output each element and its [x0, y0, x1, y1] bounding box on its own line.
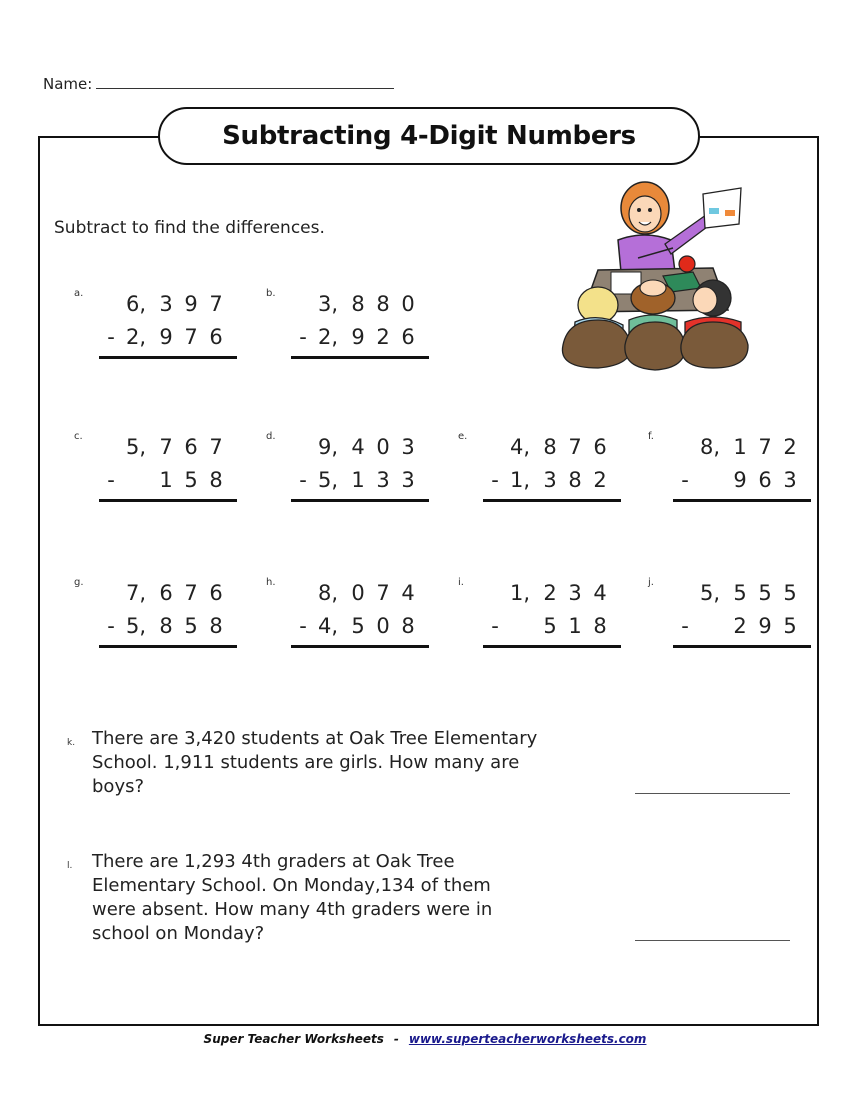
- problem-i: [458, 577, 608, 647]
- minuend: 6, 3 9 7: [126, 292, 223, 316]
- answer-line-l: [635, 940, 790, 941]
- problem-label: f.: [648, 431, 654, 442]
- footer-separator: -: [393, 1032, 399, 1046]
- problem-label: e.: [458, 431, 468, 442]
- problem-label: i.: [458, 577, 464, 588]
- subtrahend: - 9 6 3: [681, 468, 797, 492]
- answer-rule: [483, 499, 621, 502]
- name-field: [43, 75, 394, 93]
- title-banner: [158, 107, 700, 165]
- minuend: 1, 2 3 4: [510, 581, 607, 605]
- minuend: 9, 4 0 3: [318, 435, 415, 459]
- problem-a: [74, 288, 224, 358]
- minuend: 3, 8 8 0: [318, 292, 415, 316]
- subtrahend: - 1 5 8: [107, 468, 223, 492]
- minuend: 5, 7 6 7: [126, 435, 223, 459]
- problem-label: j.: [648, 577, 654, 588]
- answer-rule: [673, 499, 811, 502]
- problem-label: g.: [74, 577, 84, 588]
- word-problem-text: There are 3,420 students at Oak Tree Elementary School. 1,911 students are girls. How many are boys?: [92, 728, 538, 797]
- problem-label: h.: [266, 577, 276, 588]
- problem-label: b.: [266, 288, 276, 299]
- subtrahend: - 5, 8 5 8: [107, 614, 223, 638]
- answer-line-k: [635, 793, 790, 794]
- answer-rule: [99, 499, 237, 502]
- problem-label: d.: [266, 431, 276, 442]
- subtrahend: - 5 1 8: [491, 614, 607, 638]
- word-problem-label: l.: [67, 861, 73, 871]
- answer-rule: [673, 645, 811, 648]
- problem-f: [648, 431, 798, 501]
- page-title: Subtracting 4-Digit Numbers: [222, 121, 636, 151]
- name-label: Name:: [43, 75, 93, 93]
- footer-brand: Super Teacher Worksheets: [203, 1032, 384, 1046]
- word-problem-label: k.: [67, 738, 76, 748]
- problem-g: [74, 577, 224, 647]
- subtrahend: - 1, 3 8 2: [491, 468, 607, 492]
- subtrahend: - 2, 9 2 6: [299, 325, 415, 349]
- minuend: 7, 6 7 6: [126, 581, 223, 605]
- subtrahend: - 4, 5 0 8: [299, 614, 415, 638]
- problem-d: [266, 431, 416, 501]
- answer-rule: [99, 356, 237, 359]
- minuend: 8, 0 7 4: [318, 581, 415, 605]
- problem-j: [648, 577, 798, 647]
- minuend: 8, 1 7 2: [700, 435, 797, 459]
- instructions: Subtract to find the differences.: [54, 218, 325, 238]
- answer-rule: [99, 645, 237, 648]
- answer-rule: [483, 645, 621, 648]
- minuend: 5, 5 5 5: [700, 581, 797, 605]
- answer-rule: [291, 356, 429, 359]
- word-problem-text: There are 1,293 4th graders at Oak Tree Elementary School. On Monday,134 of them were absent. How many 4th graders were in school on Monday?: [92, 851, 493, 944]
- footer: [0, 1032, 850, 1046]
- name-blank-line: [96, 75, 394, 89]
- problem-label: c.: [74, 431, 83, 442]
- teacher-students-illustration: [553, 180, 753, 372]
- minuend: 4, 8 7 6: [510, 435, 607, 459]
- subtrahend: - 5, 1 3 3: [299, 468, 415, 492]
- subtrahend: - 2 9 5: [681, 614, 797, 638]
- problem-label: a.: [74, 288, 84, 299]
- teacher-icon: [553, 180, 753, 372]
- problem-c: [74, 431, 224, 501]
- answer-rule: [291, 499, 429, 502]
- problem-b: [266, 288, 416, 358]
- subtrahend: - 2, 9 7 6: [107, 325, 223, 349]
- answer-rule: [291, 645, 429, 648]
- problem-h: [266, 577, 416, 647]
- footer-link[interactable]: www.superteacherworksheets.com: [408, 1032, 647, 1046]
- problem-e: [458, 431, 608, 501]
